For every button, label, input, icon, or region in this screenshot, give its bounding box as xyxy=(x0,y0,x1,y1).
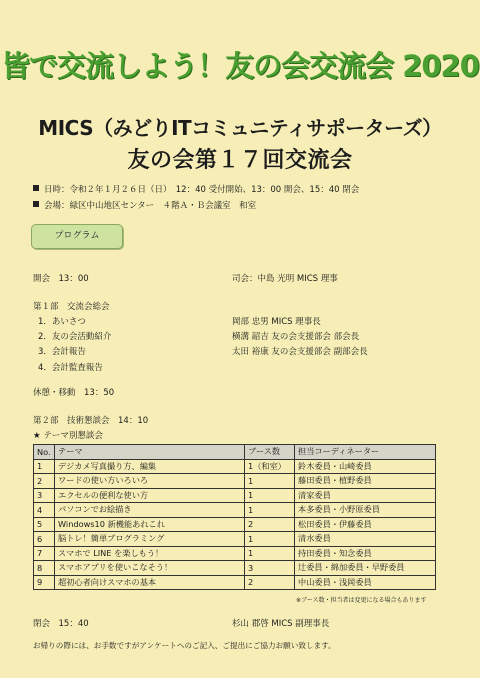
part1-item-person: 横溝 韶吉 友の会支援部会 部会長 xyxy=(232,332,360,342)
col-header-booths: ブース数 xyxy=(245,445,295,460)
part1-item-person: 太田 裕康 友の会支援部会 副部会長 xyxy=(232,347,368,357)
venue-info xyxy=(33,199,256,211)
cell-theme: スマホで LINE を楽しもう！ xyxy=(55,546,245,561)
table-row xyxy=(34,517,436,532)
venue-text: 会場：緑区中山地区センター ４階Ａ・Ｂ会議室 和室 xyxy=(44,201,257,211)
program-label-box: プログラム xyxy=(31,224,123,249)
bullet-square-icon xyxy=(33,201,39,207)
opening-time: 開会 13：00 xyxy=(33,274,89,284)
cell-booths: 1 xyxy=(245,546,295,561)
cell-coordinator: 本多委員・小野原委員 xyxy=(295,503,436,518)
table-row xyxy=(34,488,436,503)
table-row xyxy=(34,546,436,561)
table-row xyxy=(34,532,436,547)
cell-booths: 1（和室） xyxy=(245,459,295,474)
part2-subheading: ★ テーマ別懇談会 xyxy=(33,431,103,441)
cell-coordinator: 藤田委員・植野委員 xyxy=(295,474,436,489)
table-row xyxy=(34,503,436,518)
cell-coordinator: 持田委員・知念委員 xyxy=(295,546,436,561)
col-header-theme: テーマ xyxy=(55,445,245,460)
part2-heading: 第２部 技術懇談会 14：10 xyxy=(33,416,149,426)
opening-host: 司会：中島 光明 MICS 理事 xyxy=(232,274,338,284)
cell-coordinator: 鈴木委員・山崎委員 xyxy=(295,459,436,474)
table-row xyxy=(34,474,436,489)
main-title: 皆で交流しよう！友の会交流会 2020 xyxy=(1,49,479,83)
table-row xyxy=(34,575,436,590)
cell-booths: 3 xyxy=(245,561,295,576)
cell-theme: パソコンでお絵描き xyxy=(55,503,245,518)
break-time: 休憩・移動 13：50 xyxy=(33,388,115,398)
cell-no: 5 xyxy=(34,517,55,532)
cell-no: 3 xyxy=(34,488,55,503)
cell-no: 8 xyxy=(34,561,55,576)
footer-note: お帰りの際には、お手数ですがアンケートへのご記入、ご提出にご協力お願い致します。 xyxy=(33,641,336,650)
event-title: 友の会第１７回交流会 xyxy=(127,148,353,173)
org-title: MICS（みどりITコミュニティサポーターズ） xyxy=(38,116,442,140)
cell-theme: デジカメ写真撮り方、編集 xyxy=(55,459,245,474)
cell-booths: 2 xyxy=(245,575,295,590)
date-text: 日時：令和２年１月２６日（日） 12：40 受付開始、13：00 開会、15：40 閉会 xyxy=(44,185,360,195)
cell-theme: エクセルの便利な使い方 xyxy=(55,488,245,503)
part1-item-label: 2．友の会活動紹介 xyxy=(38,332,112,342)
cell-theme: ワードの使い方いろいろ xyxy=(55,474,245,489)
part1-item-person: 岡部 忠男 MICS 理事長 xyxy=(232,317,321,327)
table-row xyxy=(34,459,436,474)
cell-no: 1 xyxy=(34,459,55,474)
cell-theme: 脳トレ！簡単プログラミング xyxy=(55,532,245,547)
cell-theme: スマホアプリを使いこなそう！ xyxy=(55,561,245,576)
cell-no: 7 xyxy=(34,546,55,561)
cell-no: 9 xyxy=(34,575,55,590)
col-header-no: No. xyxy=(34,445,55,460)
cell-coordinator: 清水委員 xyxy=(295,532,436,547)
closing-person: 杉山 郡啓 MICS 副理事長 xyxy=(232,619,330,629)
cell-booths: 1 xyxy=(245,488,295,503)
cell-coordinator: 松田委員・伊藤委員 xyxy=(295,517,436,532)
cell-no: 2 xyxy=(34,474,55,489)
cell-theme: Windows10 新機能あれこれ xyxy=(55,517,245,532)
part1-item-label: 1．あいさつ xyxy=(38,317,86,327)
bullet-square-icon xyxy=(33,185,39,191)
date-info xyxy=(33,183,359,195)
closing-time: 閉会 15：40 xyxy=(33,619,89,629)
theme-table xyxy=(33,444,436,590)
part1-heading: 第１部 交流会総会 xyxy=(33,302,110,312)
cell-booths: 1 xyxy=(245,532,295,547)
cell-coordinator: 中山委員・浅岡委員 xyxy=(295,575,436,590)
cell-no: 4 xyxy=(34,503,55,518)
part1-item-label: 4．会計監査報告 xyxy=(38,363,103,373)
table-note: ※ブース数・担当者は変更になる場合もあります xyxy=(296,597,427,604)
part1-item-label: 3．会計報告 xyxy=(38,347,86,357)
cell-booths: 2 xyxy=(245,517,295,532)
col-header-coordinator: 担当コーディネーター xyxy=(295,445,436,460)
table-row xyxy=(34,561,436,576)
cell-booths: 1 xyxy=(245,503,295,518)
cell-no: 6 xyxy=(34,532,55,547)
table-header-row xyxy=(34,445,436,460)
cell-theme: 超初心者向けスマホの基本 xyxy=(55,575,245,590)
cell-coordinator: 清家委員 xyxy=(295,488,436,503)
cell-coordinator: 辻委員・綿加委員・早野委員 xyxy=(295,561,436,576)
cell-booths: 1 xyxy=(245,474,295,489)
